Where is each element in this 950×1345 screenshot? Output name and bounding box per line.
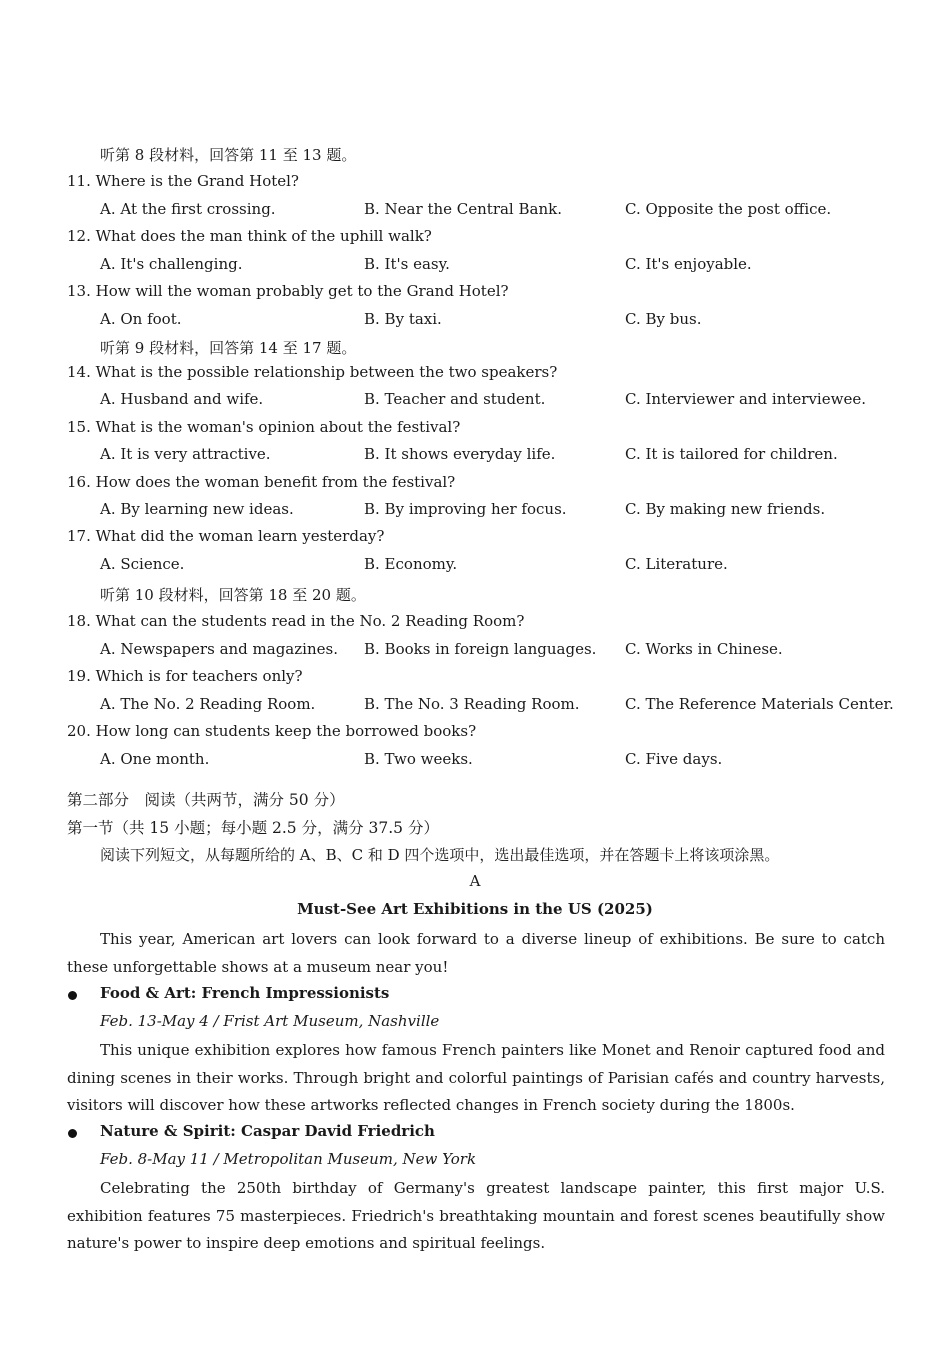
exhibition-1-details: Feb. 13-May 4 / Frist Art Museum, Nashville [100,1012,440,1030]
question-19-option-c: C. The Reference Materials Center. [625,695,894,713]
question-18-option-b: B. Books in foreign languages. [364,640,597,658]
question-19: 19. Which is for teachers only? [67,667,303,685]
question-12-option-c: C. It's enjoyable. [625,255,752,273]
part-two-title: 第二部分 阅读（共两节，满分 50 分） [67,791,345,809]
question-14-option-b: B. Teacher and student. [364,390,546,408]
bullet-icon [68,991,77,1000]
passage-title: Must-See Art Exhibitions in the US (2025) [297,900,653,918]
question-15: 15. What is the woman's opinion about the festival? [67,418,461,436]
exhibition-2-description [67,1175,885,1258]
exhibition-1-description-text: This unique exhibition explores how famous French painters like Monet and Renoir captured food and dining scenes in their works. Through bright and colorful paintings of Parisian cafés and country harvests, visitors will discover how these artworks reflected changes in French society during the 1800s. [67,1041,885,1114]
question-13-option-c: C. By bus. [625,310,702,328]
question-18-option-c: C. Works in Chinese. [625,640,783,658]
question-17-option-b: B. Economy. [364,555,458,573]
question-16: 16. How does the woman benefit from the festival? [67,473,456,491]
exhibition-2-details: Feb. 8-May 11 / Metropolitan Museum, New York [100,1150,477,1168]
question-19-option-a: A. The No. 2 Reading Room. [100,695,316,713]
question-15-option-c: C. It is tailored for children. [625,445,838,463]
question-19-option-b: B. The No. 3 Reading Room. [364,695,580,713]
question-11-option-c: C. Opposite the post office. [625,200,832,218]
question-17-option-a: A. Science. [100,555,185,573]
question-18: 18. What can the students read in the No. 2 Reading Room? [67,612,525,630]
question-16-option-c: C. By making new friends. [625,500,826,518]
question-16-option-a: A. By learning new ideas. [100,500,294,518]
question-11: 11. Where is the Grand Hotel? [67,172,299,190]
question-12-option-b: B. It's easy. [364,255,450,273]
question-20: 20. How long can students keep the borrowed books? [67,722,477,740]
exhibition-2-description-text: Celebrating the 250th birthday of Germany's greatest landscape painter, this first major U.S. exhibition features 75 masterpieces. Friedrich's breathtaking mountain and forest scenes beautifully show nature's power to inspire deep emotions and spiritual feelings. [67,1179,885,1252]
question-15-option-b: B. It shows everyday life. [364,445,556,463]
question-11-option-b: B. Near the Central Bank. [364,200,562,218]
question-14-option-c: C. Interviewer and interviewee. [625,390,866,408]
question-18-option-a: A. Newspapers and magazines. [100,640,338,658]
question-12: 12. What does the man think of the uphill walk? [67,227,432,245]
question-12-option-a: A. It's challenging. [100,255,243,273]
exhibition-2-name: Nature & Spirit: Caspar David Friedrich [100,1122,435,1140]
question-17: 17. What did the woman learn yesterday? [67,527,385,545]
passage-label: A [469,872,481,890]
question-13-option-b: B. By taxi. [364,310,442,328]
question-14-option-a: A. Husband and wife. [100,390,264,408]
reading-instruction: 阅读下列短文，从每题所给的 A、B、C 和 D 四个选项中，选出最佳选项，并在答题卡上将该项涂黑。 [100,846,780,864]
question-16-option-b: B. By improving her focus. [364,500,567,518]
listening-instruction-9: 听第 9 段材料，回答第 14 至 17 题。 [100,339,357,357]
question-17-option-c: C. Literature. [625,555,728,573]
question-11-option-a: A. At the first crossing. [100,200,276,218]
listening-instruction-10: 听第 10 段材料，回答第 18 至 20 题。 [100,586,366,604]
question-13: 13. How will the woman probably get to the Grand Hotel? [67,282,509,300]
question-20-option-b: B. Two weeks. [364,750,473,768]
passage-intro [67,926,885,981]
question-20-option-a: A. One month. [100,750,210,768]
question-15-option-a: A. It is very attractive. [100,445,271,463]
bullet-icon [68,1129,77,1138]
exhibition-1-description [67,1037,885,1120]
question-13-option-a: A. On foot. [100,310,182,328]
passage-intro-text: This year, American art lovers can look forward to a diverse lineup of exhibitions. Be sure to catch these unforgettable shows at a museum near you! [67,930,885,976]
section-one-title: 第一节（共 15 小题；每小题 2.5 分，满分 37.5 分） [67,819,439,837]
question-14: 14. What is the possible relationship between the two speakers? [67,363,558,381]
question-20-option-c: C. Five days. [625,750,723,768]
exhibition-1-name: Food & Art: French Impressionists [100,984,390,1002]
listening-instruction-8: 听第 8 段材料，回答第 11 至 13 题。 [100,146,357,164]
